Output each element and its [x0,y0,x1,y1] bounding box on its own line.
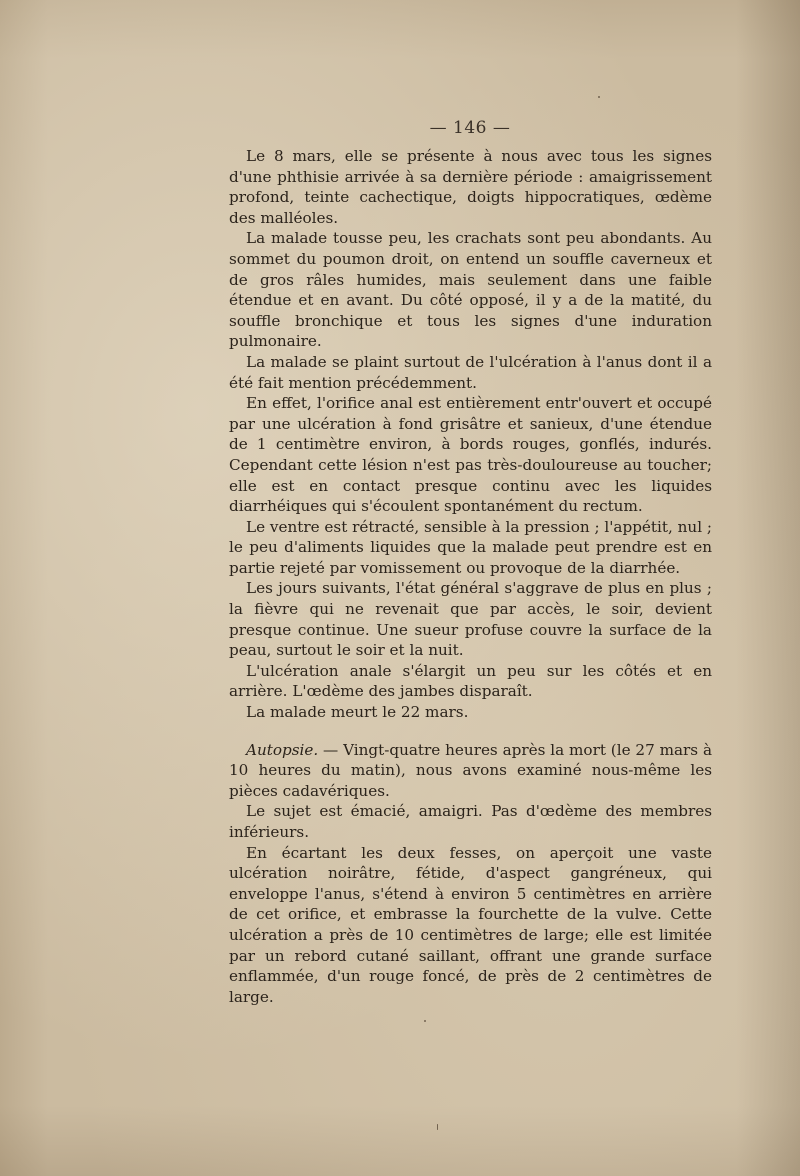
paragraph: Les jours suivants, l'état général s'aggrave de plus en plus ; la fièvre qui ne revenait que par accès, le soir, devient presque continue. Une sueur profuse couvre la surface de la peau, surtout le soir et la nuit. [229,579,712,660]
paragraph: Le sujet est émacié, amaigri. Pas d'œdème des membres inférieurs. [229,802,712,841]
autopsy-heading: Autopsie. [246,740,319,759]
body-text [229,146,712,1007]
paragraph: La malade meurt le 22 mars. [246,703,469,722]
paragraph: La malade tousse peu, les crachats sont peu abondants. Au sommet du poumon droit, on entend un souffle caverneux et de gros râles humides, mais seulement dans une faible étendue et en avant. Du côté opposé, il y a de la matité, du souffle bronchique et tous les signes d'une induration pulmonaire. [229,229,712,351]
paragraph: Le ventre est rétracté, sensible à la pression ; l'appétit, nul ; le peu d'aliments liquides que la malade peut prendre est en partie rejeté par vomissement ou provoque de la diarrhée. [229,517,713,577]
paper-speck [424,1020,426,1022]
autopsy-paragraph [229,740,712,802]
autopsy-text: — Vingt-quatre heures après la mort (le 27 mars à 10 heures du matin), nous avons examiné nous-même les pièces cadavériques. [229,740,712,800]
paragraph: Le 8 mars, elle se présente à nous avec tous les signes d'une phthisie arrivée à sa dernière période : amaigrissement profond, teinte cachectique, doigts hippocratiques, œdème des malléoles. [229,147,712,227]
page-number: — 146 — [429,118,511,138]
paragraph: L'ulcération anale s'élargit un peu sur les côtés et en arrière. L'œdème des jambes disparaît. [229,661,712,701]
paragraph: En effet, l'orifice anal est entièrement entr'ouvert et occupé par une ulcération à fond grisâtre et sanieux, d'une étendue de 1 centimètre environ, à bords rouges, gonflés, indurés. Cependant cette lésion n'est pas très-douloureuse au toucher; elle est en contact presque continu avec les liquides diarrhéiques qui s'écoulent spontanément du rectum. [229,394,712,516]
paper-speck [437,1124,438,1130]
paragraph: En écartant les deux fesses, on aperçoit une vaste ulcération noirâtre, fétide, d'aspect gangréneux, qui enveloppe l'anus, s'étend à environ 5 centimètres en arrière de cet orifice, et embrasse la fourchette de la vulve. Cette ulcération a près de 10 centimètres de large; elle est limitée par un rebord cutané saillant, offrant une grande surface enflammée, d'un rouge foncé, de près de 2 centimètres de large. [229,843,712,1006]
paragraph: La malade se plaint surtout de l'ulcération à l'anus dont il a été fait mention précédemment. [229,352,712,392]
paper-speck [598,96,600,98]
